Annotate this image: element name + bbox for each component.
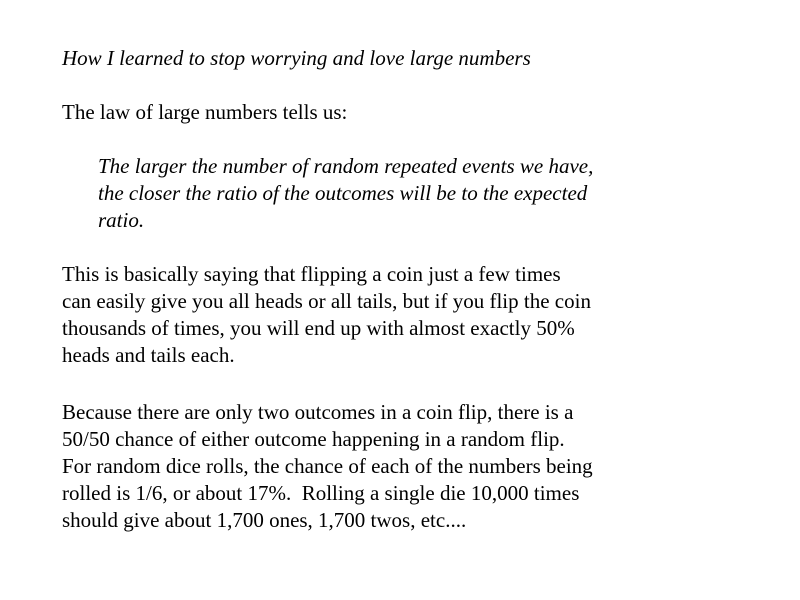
- paragraph-line: 50/50 chance of either outcome happening in a random flip.: [62, 427, 565, 451]
- paragraph-line: For random dice rolls, the chance of each of the numbers being: [62, 454, 593, 478]
- quote-line: the closer the ratio of the outcomes will be to the expected: [98, 181, 588, 205]
- paragraph-line: rolled is 1/6, or about 17%. Rolling a single die 10,000 times: [62, 481, 580, 505]
- quote-line: ratio.: [98, 208, 145, 232]
- document-title: How I learned to stop worrying and love large numbers: [62, 46, 531, 70]
- dice-roll-paragraph: [62, 399, 702, 534]
- law-definition-quote: [98, 153, 698, 234]
- paragraph-line: thousands of times, you will end up with almost exactly 50%: [62, 316, 575, 340]
- coin-flip-paragraph: [62, 261, 702, 369]
- paragraph-line: can easily give you all heads or all tails, but if you flip the coin: [62, 289, 591, 313]
- paragraph-line: Because there are only two outcomes in a coin flip, there is a: [62, 400, 574, 424]
- paragraph-line: This is basically saying that flipping a coin just a few times: [62, 262, 561, 286]
- intro-text: The law of large numbers tells us:: [62, 100, 348, 124]
- quote-line: The larger the number of random repeated events we have,: [98, 154, 594, 178]
- paragraph-line: heads and tails each.: [62, 343, 235, 367]
- paragraph-line: should give about 1,700 ones, 1,700 twos, etc....: [62, 508, 467, 532]
